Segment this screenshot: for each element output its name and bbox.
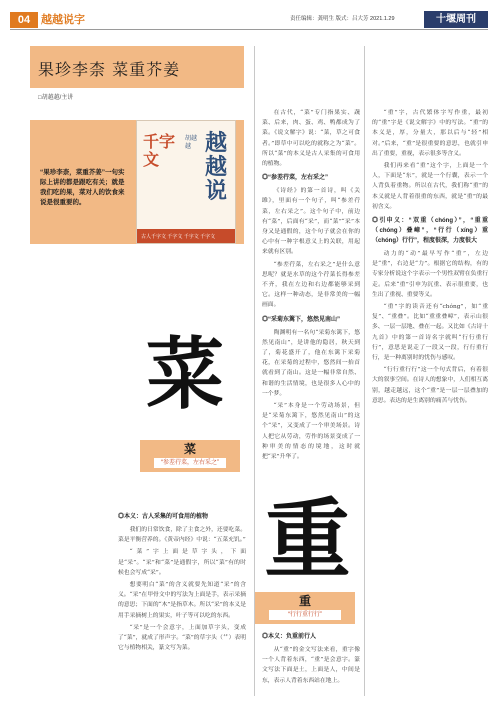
seal-script-zhong: 重 — [264, 489, 351, 590]
paragraph: “参差荇菜，左右采之”是什么意思呢？就是水草的这个荇菜长得参差不齐，我在左边和右边都能够采到它。这样一种动态，是非常美的一幅画面。 — [262, 261, 360, 309]
paragraph: 想要明白“菜”的含义就要先知道“采”的含义。“采”在甲骨文中的写法为上面是手，表示采摘的意思；下面的“木”是指草木。所以“采”的本义是用手采摘树上的果实，叶子等可以吃的东西。 — [118, 582, 246, 619]
subheading: ◎本义：负重前行人 — [262, 634, 317, 640]
paragraph: 我们再来看“重”这个字，上面是一个人，下面是“东”，就是一个行囊，表示一个人背负着重物。所以在古代，我们称“重”的本义就是人背着很重的东西，就是“重”的最初含义。 — [372, 163, 488, 210]
paragraph: 我们的日常饮食，除了主食之外，还要吃菜。菜是平衡营养的。《黄帝内经》中说：“五菜充饥。” — [118, 527, 246, 544]
paragraph: 在古代，“菜”专门指果实、蔬菜、后来，肉、蛋、鸡、鸭都成为了菜。《说文解字》说：“菜，草之可食者。”即草中可以吃的就称之为“菜”。所以“菜”的本义是古人采集的可食用的植物。 — [262, 110, 360, 168]
paragraph: “行行重行行”这一个句式背后，有着很大的叙事空间。在诗人的想象中，人们相互离别，越走越远，这个“重”是一层一层叠加的意思。表达的是生离别的痛苦与忧伤。 — [372, 367, 488, 404]
text-column-right — [372, 108, 488, 698]
caption-phrase-cai: “参差荇菜，左右采之” — [154, 458, 226, 468]
book-cover-image — [136, 120, 236, 244]
paragraph: “采”是一个会意字，上面加草字头，变成了“菜”，就成了形声字。“菜”的草字头（艹）表明它与植物相关，篆文写为菜。 — [118, 624, 246, 652]
caption-phrase-zhong: “行行重行行” — [269, 610, 341, 620]
paragraph: 《诗经》的第一首诗，叫《关雎》，里面有一个句子，叫“参差荇菜，左右采之”。这个句子中，前边有“菜”，后面有“采”，而“菜”“采”本身又是通假的，这个句子就会在你的心中有一种字根意义上的关联，用起来就有区别。 — [262, 188, 360, 256]
book-stripe-text: 古人千字文 千字文 千字文 千字文 — [141, 234, 216, 240]
header-rule — [10, 29, 488, 30]
subheading: ◎引申义：“双重（chóng）”，“重重（chóng）叠嶂”，“行行（xíng）重（chóng）行行”，程度很深，力度很大 — [372, 218, 488, 245]
book-author: 胡越越 — [185, 136, 198, 150]
caption-char-cai: 菜 — [183, 442, 196, 456]
paragraph: “重”字的读音还有“chóng”，如“重复”、“重叠”。比如“重重叠嶂”，表示山很多、一层一层地、叠在一起。又比如《古诗十九首》中的第一首诗名字就叫“行行重行行”，意思是说走了一段又一段，行行重行行，是一种离别时的忧伤与感叹。 — [372, 304, 488, 362]
page-header — [0, 0, 498, 34]
section-title: 越越说字 — [41, 14, 85, 26]
paragraph: 动力的“动”最早写作“重”，左边是“重”，右边是“力”。根据它的结构，有的专家分析说这个字表示一个男性双臂在负重行走。后来“重”引申为沉重、表示很重要，也生出了重视、重要等义。 — [372, 251, 488, 298]
intro-text: “果珍李柰，菜重芥姜”一句实际上讲的都是跟吃有关；就是我们吃的果，菜对人的饮食来说是很重要的。 — [40, 169, 125, 206]
text-column-middle — [262, 108, 360, 483]
text-column-bottom — [262, 628, 360, 698]
seal-script-cai: 菜 — [145, 329, 224, 420]
book-title: 千字文 — [143, 132, 176, 169]
subheading: ◎“采菊东篱下，悠然见南山” — [262, 316, 341, 323]
paragraph: “重”字，古代繁体字写作重，最初的“重”字是《说文解字》中的写法。“重”的本义是，厚，分量大，那以后与“轻”相对。”后来，“重”是很重要的意思，也就引申出了重要，重视，表示很多等含义。 — [372, 110, 488, 157]
paragraph: “菜”字上面是草字头，下面是“采”。“采”和“菜”是通假字，所以“菜”有的时候也会写成“采”。 — [118, 549, 246, 576]
book-side-title: 越越说 — [205, 130, 228, 204]
paragraph: 从“重”的金文写法来看，重字像一个人背着东西，“重”是会意字。篆文写法下面是土，上面是人，中间是东，表示人背着东西站在地上。 — [262, 647, 360, 684]
paragraph: “采”本身是一个劳动场景，但是“采菊东篱下，悠然见南山”的这个“采”，又变成了一个审美场景。诗人把它从劳动，劳作的场景变成了一种审美的情态的境地，这时就把“采”升华了。 — [262, 403, 360, 461]
text-column-left — [118, 508, 246, 698]
book-stripe — [137, 229, 235, 243]
page-number: 04 — [10, 12, 38, 28]
paragraph: 陶渊明有一名句“采菊东篱下，悠然见南山”，是讲他的隐居，秋天到了，菊花盛开了，他在东篱下采菊花，在采菊的过程中，悠然间一抬首就看到了南山。这是一幅非常自然、和谐的生活情境，也是很多人心中的一个梦。 — [262, 329, 360, 397]
subheading: ◎本义：古人采集的可食用的植物 — [118, 514, 209, 520]
subheading: ◎“参差荇菜，左右采之” — [262, 175, 329, 182]
article-title: 果珍李柰 菜重芥姜 — [38, 60, 181, 79]
caption-zhong — [255, 592, 355, 624]
article-byline: □胡越越/主讲 — [38, 95, 74, 101]
caption-cai — [140, 440, 240, 472]
caption-char-zhong: 重 — [298, 594, 311, 608]
column-rule — [364, 46, 365, 696]
masthead-logo: 十堰周刊 — [424, 11, 488, 28]
editor-credits: 责任编辑：龚明生 版式：吕大芳 2021.1.29 — [290, 16, 395, 22]
